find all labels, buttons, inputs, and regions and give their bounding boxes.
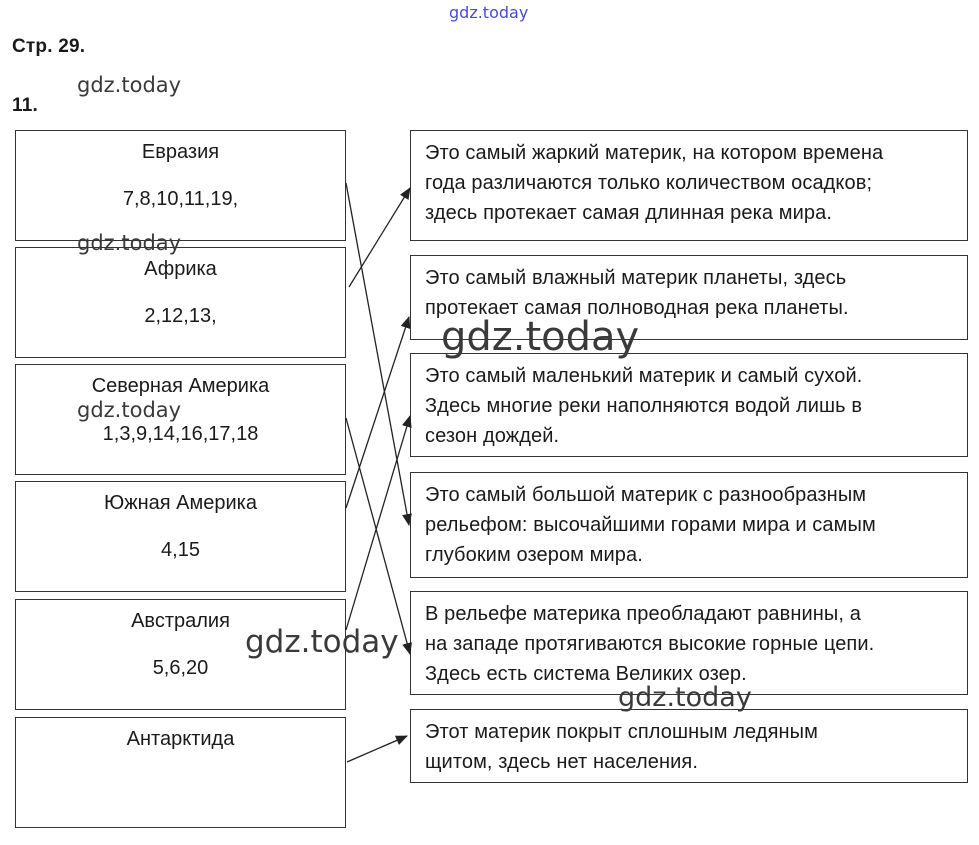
task-number: 11.: [12, 95, 38, 116]
continent-numbers: 7,8,10,11,19,: [122, 188, 239, 210]
page-number: Стр. 29.: [12, 36, 86, 57]
description-line: года различаются только количеством осадков;: [425, 172, 873, 194]
watermark-top: gdz.today: [449, 3, 529, 22]
arrow-line-icon: [347, 736, 407, 762]
description-line: протекает самая полноводная река планеты.: [425, 297, 849, 319]
description-line: Этот материк покрыт сплошным ледяным: [425, 721, 818, 743]
description-line: глубоким озером мира.: [425, 544, 643, 566]
continent-name: Евразия: [141, 141, 220, 163]
description-line: здесь протекает самая длинная река мира.: [425, 202, 833, 224]
arrow-line-icon: [346, 183, 409, 525]
description-line: В рельефе материка преобладают равнины, а: [425, 603, 861, 625]
arrow-line-icon: [346, 416, 410, 630]
continent-name: Антарктида: [126, 728, 235, 750]
continent-numbers: 5,6,20: [152, 657, 209, 679]
description-line: Это самый большой материк с разнообразным: [425, 484, 867, 506]
description-line: рельефом: высочайшими горами мира и самым: [425, 514, 876, 536]
arrow-line-icon: [346, 317, 409, 508]
watermark-medium: gdz.today: [245, 624, 399, 660]
continent-name: Северная Америка: [91, 375, 270, 397]
watermark-medium: gdz.today: [618, 682, 752, 713]
description-line: сезон дождей.: [425, 425, 560, 447]
watermark: gdz.today: [77, 398, 182, 422]
continent-name: Южная Америка: [104, 492, 257, 514]
description-line: Это самый влажный материк планеты, здесь: [425, 267, 847, 289]
description-line: щитом, здесь нет населения.: [425, 751, 698, 773]
description-line: Это самый жаркий материк, на котором времена: [425, 142, 884, 164]
continent-name: Африка: [144, 258, 217, 280]
arrow-line-icon: [346, 418, 410, 654]
continent-numbers: 1,3,9,14,16,17,18: [102, 423, 259, 445]
description-line: Это самый маленький материк и самый сухой.: [425, 365, 863, 387]
watermark: gdz.today: [77, 73, 182, 97]
continent-numbers: 2,12,13,: [144, 305, 217, 327]
description-line: Здесь есть система Великих озер.: [425, 663, 747, 685]
description-line: на западе протягиваются высокие горные цепи.: [425, 633, 875, 655]
continent-name: Австралия: [131, 610, 230, 632]
watermark-large: gdz.today: [441, 314, 640, 360]
arrow-line-icon: [349, 188, 410, 287]
continent-numbers: 4,15: [161, 539, 200, 561]
watermark: gdz.today: [77, 231, 182, 255]
description-line: Здесь многие реки наполняются водой лишь в: [425, 395, 863, 417]
